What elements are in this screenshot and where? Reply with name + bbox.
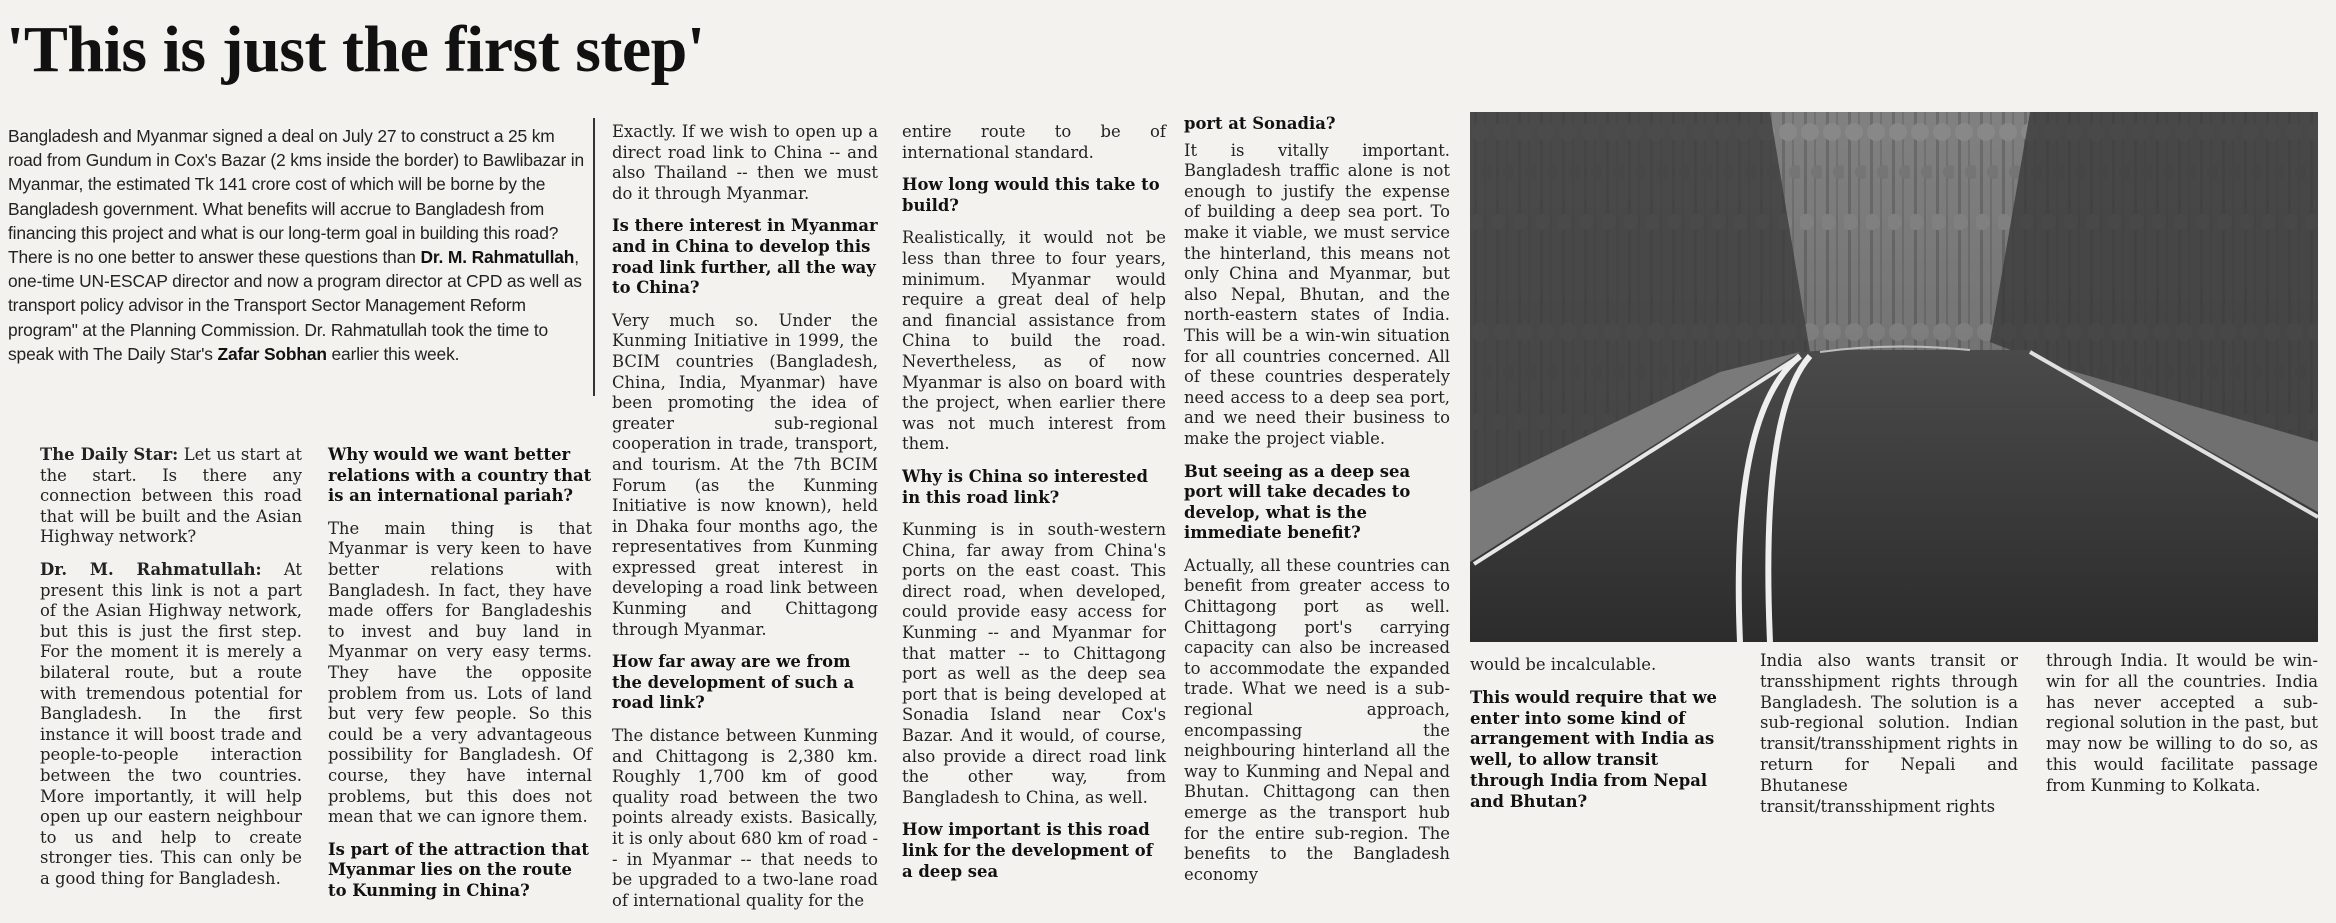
question: Is part of the attraction that Myanmar lies on the route to Kunming in China? <box>328 839 589 900</box>
answer: The main thing is that Myanmar is very keen to have better relations with Bangladesh. In fact, they have made offers for Bangladeshis to invest and buy land in Myanmar on very easy terms. They have the opposite problem from us. Lots of land but very few people. So this could be a very advantageous possibility for Bangladesh. Of course, they have internal problems, but this does not mean that we can ignore them. <box>328 518 592 827</box>
question: port at Sonadia? <box>1184 114 1336 133</box>
interviewee-label: Dr. M. Rahmatullah: <box>40 559 262 579</box>
column-divider <box>593 118 595 396</box>
column-8 <box>2046 651 2318 809</box>
interviewee-name: Dr. M. Rahmatullah <box>420 247 575 268</box>
answer: Exactly. If we wish to open up a direct road link to China -- and also Thailand -- then we must do it through Myanmar. <box>612 122 878 203</box>
column-1 <box>40 445 302 901</box>
question: How long would this take to build? <box>902 175 1160 215</box>
interviewee-answer: At present this link is not a part of the Asian Highway network, but this is just the first step. For the moment it is merely a bilateral route, but a route with tremendous potential for Bangladesh. In the first instance it will boost trade and people-to-people interaction between the two countries. More importantly, it will help open up our eastern neighbour to us and help to create stronger ties. This can only be a good thing for Bangladesh. <box>40 559 302 888</box>
column-3 <box>612 122 878 923</box>
answer: through India. It would be win-win for all the countries. India has never accepted a sub-regional solution in the past, but may now be willing to do so, as this would facilitate passage from Kunming to Kolkata. <box>2046 651 2318 795</box>
daily-star-label: The Daily Star: <box>40 445 179 464</box>
answer: Kunming is in south-western China, far away from China's ports on the east coast. This direct road, when developed, could provide easy access for Kunming -- and Myanmar for that matter -- to Chittagong port as well as the deep sea port that is being developed at Sonadia Island near Cox's Bazar. And it would, of course, also provide a direct road link the other way, from Bangladesh to China, as well. <box>902 520 1166 807</box>
question: Is there interest in Myanmar and in China to develop this road link further, all the way to China? <box>612 216 878 298</box>
column-7 <box>1760 651 2018 829</box>
question: Why would we want better relations with a country that is an international pariah? <box>328 445 592 506</box>
answer: would be incalculable. <box>1470 655 1657 674</box>
forest-road-photo-icon <box>1470 112 2318 642</box>
question: Why is China so interested in this road link? <box>902 466 1148 507</box>
answer: Realistically, it would not be less than three to four years, minimum. Myanmar would require a great deal of help and financial assistance from China to build the road. Nevertheless, as of now Myanmar is also on board with the project, when earlier there was not much interest from them. <box>902 228 1166 454</box>
intro-text-3: earlier this week. <box>326 343 460 364</box>
answer: The distance between Kunming and Chittagong is 2,380 km. Roughly 1,700 km of good quality road between the two points already exists. Basically, it is only about 680 km of road -- in Myanmar -- that needs to be upgraded to a two-lane road of international quality for the <box>612 726 878 910</box>
question: How far away are we from the development of such a road link? <box>612 652 855 713</box>
column-2 <box>328 445 592 913</box>
question: This would require that we enter into some kind of arrangement with India as well, to allow transit through India from Nepal and Bhutan? <box>1470 687 1717 811</box>
question: How important is this road link for the development of a deep sea <box>902 820 1153 881</box>
answer: It is vitally important. Bangladesh traffic alone is not enough to justify the expense of building a deep sea port. To make it viable, we must service the hinterland, this means not only China and Myanmar, but also Nepal, Bhutan, and the north-eastern states of India. This will be a win-win situation for all countries concerned. All of these countries desperately need access to a deep sea port, and we need their business to make the project viable. <box>1184 140 1450 448</box>
intro-text-1: Bangladesh and Myanmar signed a deal on July 27 to construct a 25 km road from Gundum in Cox's Bazar (2 kms inside the border) to Bawlibazar in Myanmar, the estimated Tk 141 crore cost of which will be borne by the Bangladesh government. What benefits will accrue to Bangladesh from financing this project and what is our long-term goal in building this road? There is no one better to answer these questions than <box>8 126 585 268</box>
answer: Actually, all these countries can benefit from greater access to Chittagong port as well. Chittagong port's carrying capacity can also be increased to accommodate the expanded trade. What we need is a sub-regional approach, encompassing the neighbouring hinterland all the way to Kunming and Nepal and Bhutan. Chittagong can then emerge as the transport hub for the entire sub-region. The benefits to the Bangladesh economy <box>1184 555 1450 884</box>
question: But seeing as a deep sea port will take decades to develop, what is the immediate benefit? <box>1184 461 1411 543</box>
column-6 <box>1470 655 1736 825</box>
interviewer-name: Zafar Sobhan <box>217 343 327 364</box>
intro-text-2: , one-time UN-ESCAP director and now a program director at CPD as well as transport policy advisor in the Transport Sector Management Reform program" at the Planning Commission. Dr. Rahmatullah took the time to speak with The Daily Star's <box>8 247 582 364</box>
answer: entire route to be of international standard. <box>902 122 1166 162</box>
answer: India also wants transit or transshipment rights through Bangladesh. The solution is a sub-regional solution. Indian transit/transshipment rights in return for Nepali and Bhutanese transit/transshipment rights <box>1760 651 2018 816</box>
column-5 <box>1184 114 1450 897</box>
answer: Very much so. Under the Kunming Initiative in 1999, the BCIM countries (Bangladesh, China, India, Myanmar) have been promoting the idea of greater sub-regional cooperation in trade, transport, and tourism. At the 7th BCIM Forum (as the Kunming Initiative is now known), held in Dhaka four months ago, the representatives from Kunming expressed great interest in developing a road link between Kunming and Chittagong through Myanmar. <box>612 310 878 639</box>
intro-paragraph <box>8 124 588 366</box>
daily-star-question: Let us start at the start. Is there any connection between this road that will be built and the Asian Highway network? <box>40 445 303 547</box>
column-4 <box>902 122 1166 894</box>
headline: 'This is just the first step' <box>6 13 705 86</box>
